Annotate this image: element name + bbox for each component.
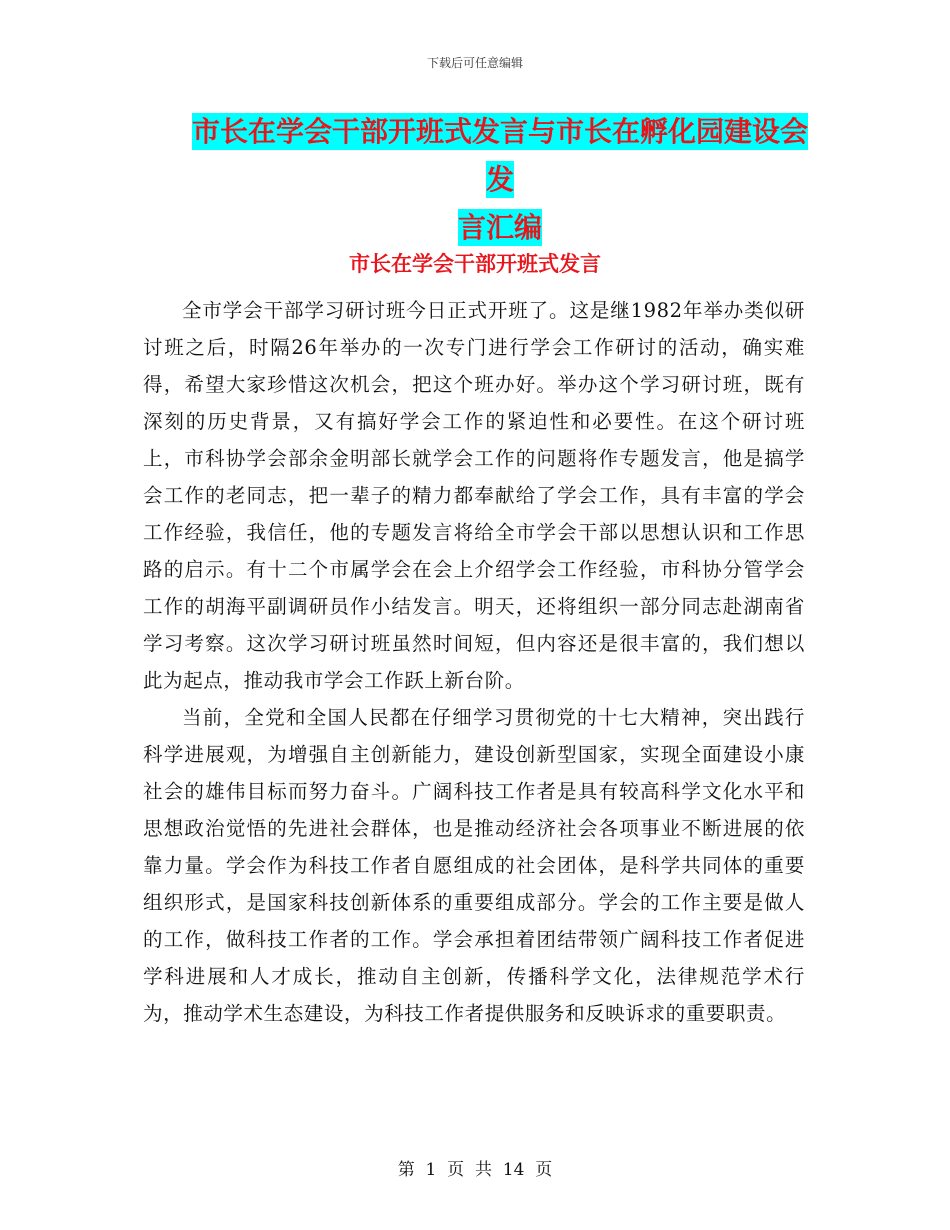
body-text	[143, 292, 805, 1032]
document-title-line-1: 市长在学会干部开班式发言与市长在孵化园建设会发	[191, 115, 808, 196]
paragraph-2: 当前，全党和全国人民都在仔细学习贯彻党的十七大精神，突出践行科学进展观，为增强自主创新能力，建设创新型国家，实现全面建设小康社会的雄伟目标而努力奋斗。广阔科技工作者是具有较高科学文化水平和思想政治觉悟的先进社会群体，也是推动经济社会各项事业不断进展的依靠力量。学会作为科技工作者自愿组成的社会团体，是科学共同体的重要组织形式，是国家科技创新体系的重要组成部分。学会的工作主要是做人的工作，做科技工作者的工作。学会承担着团结带领广阔科技工作者促进学科进展和人才成长，推动自主创新，传播科学文化，法律规范学术行为，推动学术生态建设，为科技工作者提供服务和反映诉求的重要职责。	[143, 706, 805, 1025]
paragraph-1: 全市学会干部学习研讨班今日正式开班了。这是继1982年举办类似研讨班之后，时隔26年举办的一次专门进行学会工作研讨的活动，确实难得，希望大家珍惜这次机会，把这个班办好。举办这个学习研讨班，既有深刻的历史背景，又有搞好学会工作的紧迫性和必要性。在这个研讨班上，市科协学会部余金明部长就学会工作的问题将作专题发言，他是搞学会工作的老同志，把一辈子的精力都奉献给了学会工作，具有丰富的学会工作经验，我信任，他的专题发言将给全市学会干部以思想认识和工作思路的启示。有十二个市属学会在会上介绍学会工作经验，市科协分管学会工作的胡海平副调研员作小结发言。明天，还将组织一部分同志赴湖南省学习考察。这次学习研讨班虽然时间短，但内容还是很丰富的，我们想以此为起点，推动我市学会工作跃上新台阶。	[143, 299, 805, 692]
section-title: 市长在学会干部开班式发言	[349, 252, 601, 276]
document-title-line-2: 言汇编	[457, 211, 542, 244]
header-note: 下载后可任意编辑	[426, 56, 523, 70]
page-footer: 第 1 页 共 14 页	[397, 1160, 553, 1180]
document-title	[190, 108, 810, 252]
